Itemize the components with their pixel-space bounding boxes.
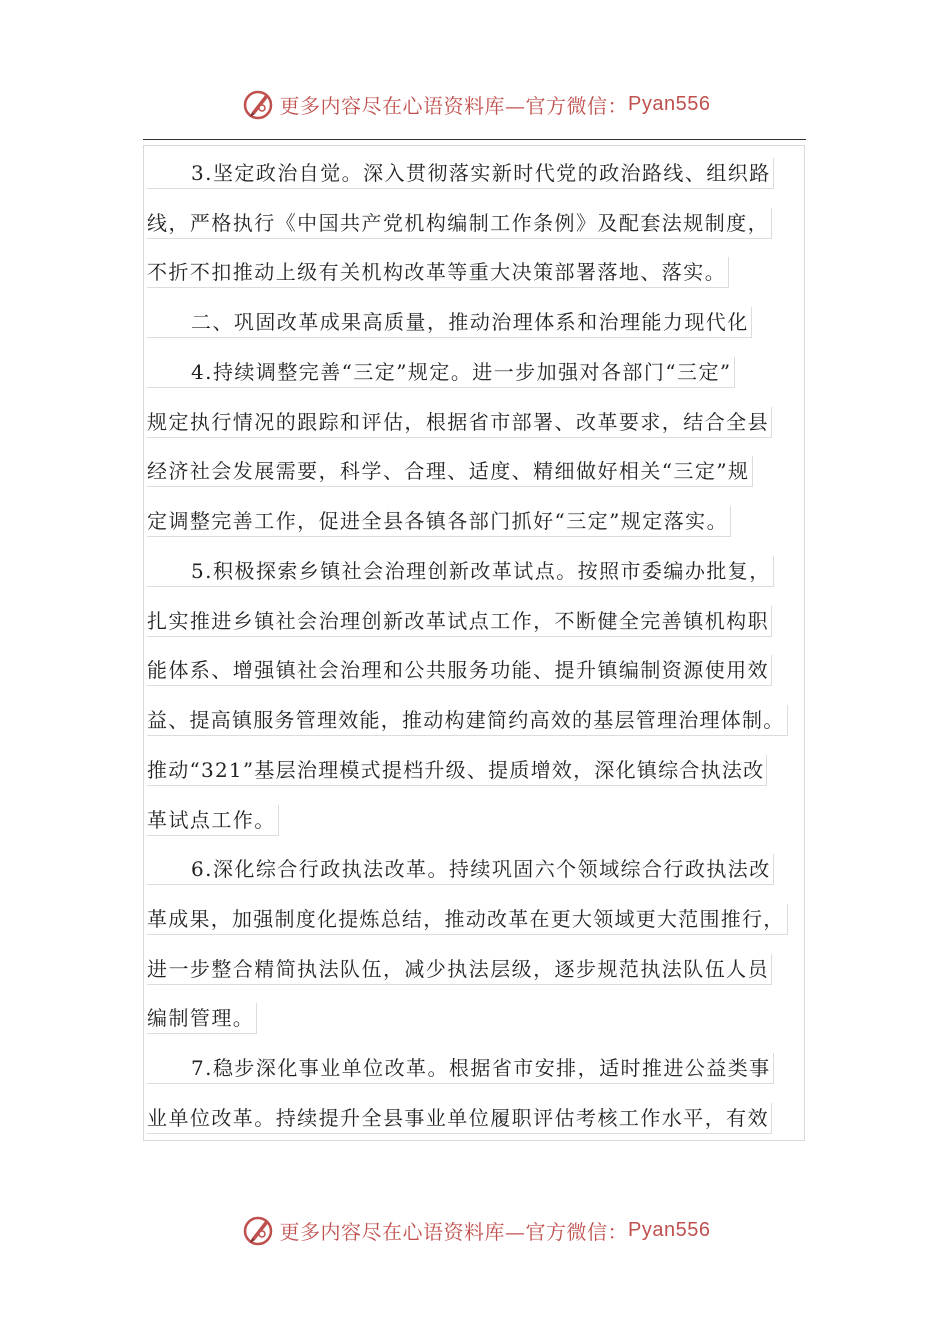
text-line: 经济社会发展需要，科学、合理、适度、精细做好相关“三定”规: [147, 456, 753, 487]
header-banner-text: 更多内容尽在心语资料库—官方微信：: [279, 93, 629, 118]
footer-banner: [0, 1208, 950, 1252]
text-line: 5.积极探索乡镇社会治理创新改革试点。按照市委编办批复，: [147, 556, 774, 587]
text-line: 3.坚定政治自觉。深入贯彻落实新时代党的政治路线、组织路: [147, 158, 774, 189]
text-line: 革试点工作。: [147, 805, 279, 836]
footer-wechat-id: Pyan556: [628, 1218, 711, 1241]
text-line: 7.稳步深化事业单位改革。根据省市安排，适时推进公益类事: [147, 1053, 774, 1084]
text-line: 益、提高镇服务管理效能，推动构建简约高效的基层管理治理体制。: [147, 705, 788, 736]
text-line: 扎实推进乡镇社会治理创新改革试点工作，不断健全完善镇机构职: [147, 606, 772, 637]
text-line: 规定执行情况的跟踪和评估，根据省市部署、改革要求，结合全县: [147, 407, 772, 438]
header-rule: [143, 139, 806, 140]
text-line: 6.深化综合行政执法改革。持续巩固六个领域综合行政执法改: [147, 854, 774, 885]
page-frame: [143, 145, 805, 1141]
text-line: 4.持续调整完善“三定”规定。进一步加强对各部门“三定”: [147, 357, 735, 388]
text-line: 编制管理。: [147, 1003, 257, 1034]
footer-banner-text: 更多内容尽在心语资料库—官方微信：: [279, 1219, 629, 1244]
pen-circle-icon: [240, 86, 276, 122]
section-heading: 二、巩固改革成果高质量，推动治理体系和治理能力现代化: [147, 307, 752, 338]
text-line: 业单位改革。持续提升全县事业单位履职评估考核工作水平，有效: [147, 1103, 772, 1134]
text-line: 能体系、增强镇社会治理和公共服务功能、提升镇编制资源使用效: [147, 655, 772, 686]
text-line: 革成果，加强制度化提炼总结，推动改革在更大领域更大范围推行，: [147, 904, 788, 935]
text-line: 线，严格执行《中国共产党机构编制工作条例》及配套法规制度，: [147, 208, 772, 239]
text-line: 定调整完善工作，促进全县各镇各部门抓好“三定”规定落实。: [147, 506, 731, 537]
text-line: 进一步整合精简执法队伍，减少执法层级，逐步规范执法队伍人员: [147, 954, 772, 985]
pen-circle-icon: [240, 1212, 276, 1248]
text-line: 不折不扣推动上级有关机构改革等重大决策部署落地、落实。: [147, 257, 729, 288]
header-banner: [0, 82, 950, 126]
text-line: 推动“321”基层治理模式提档升级、提质增效，深化镇综合执法改: [147, 755, 767, 786]
header-wechat-id: Pyan556: [628, 92, 711, 115]
